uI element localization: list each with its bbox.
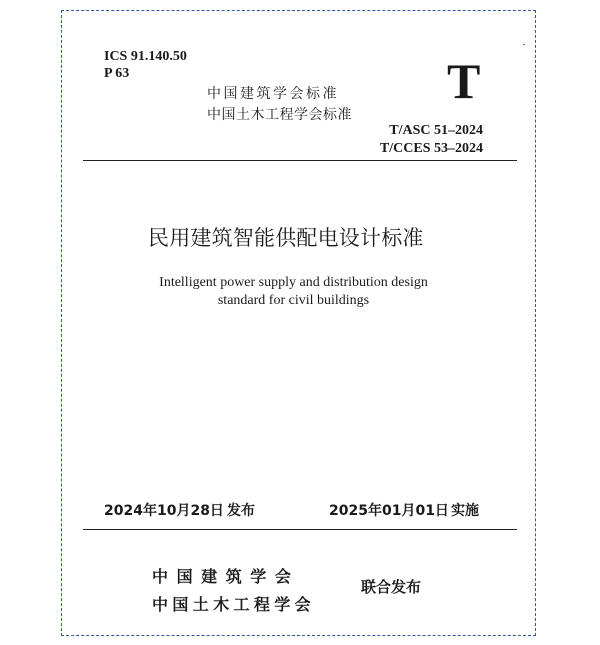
issue-label: 发布 bbox=[227, 503, 255, 519]
category-code: P 63 bbox=[104, 66, 130, 81]
issuer-line-2: 中国土木工程学会标准 bbox=[207, 107, 352, 123]
header-divider bbox=[83, 160, 517, 161]
title-english-line-1: Intelligent power supply and distribution design bbox=[159, 275, 428, 290]
issue-date: 2024年10月28日 bbox=[104, 503, 224, 519]
standard-code-1: T/ASC 51–2024 bbox=[389, 123, 483, 138]
standard-code-2: T/CCES 53–2024 bbox=[379, 141, 483, 156]
footer-divider bbox=[83, 529, 517, 530]
joint-publish-label: 联合发布 bbox=[361, 578, 422, 596]
title-english-line-2: standard for civil buildings bbox=[217, 293, 370, 308]
issuer-line-1: 中国建筑学会标准 bbox=[207, 86, 339, 102]
publisher-line-2: 中 国 土 木 工 程 学 会 bbox=[152, 595, 310, 614]
effective-label: 实施 bbox=[451, 503, 479, 519]
decorative-dot bbox=[523, 44, 525, 45]
effective-date: 2025年01月01日 bbox=[329, 503, 449, 519]
standard-type-letter: T bbox=[447, 53, 481, 109]
title-chinese: 民用建筑智能供配电设计标准 bbox=[148, 226, 424, 250]
publisher-line-1: 中 国 建 筑 学 会 bbox=[152, 567, 293, 586]
ics-code: ICS 91.140.50 bbox=[104, 49, 187, 64]
